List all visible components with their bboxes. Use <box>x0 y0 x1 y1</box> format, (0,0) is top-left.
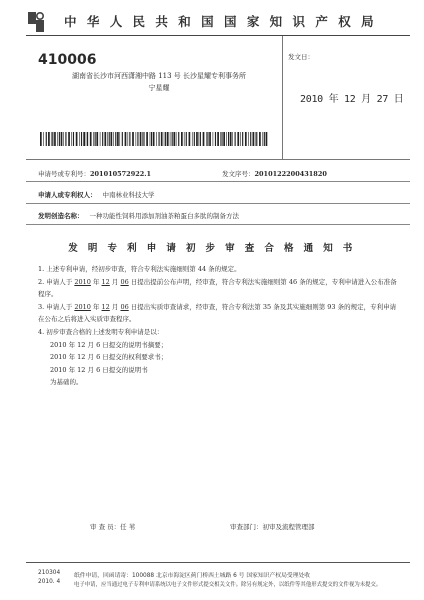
department-field <box>230 522 315 531</box>
paragraph-3: 3. 申请人于 2010 年 12 月 06 日提出实质审查请求，经审查，符合专利法第 35 条及其实施细则第 93 条的规定，专利申请在公布之后将进入实质审查程序。 <box>38 302 397 324</box>
footer-rule <box>26 562 410 563</box>
application-number-label: 申请号或专利号： <box>38 170 90 178</box>
invention-title-label: 发明创造名称： <box>38 212 84 220</box>
notice-title: 发 明 专 利 申 请 初 步 审 查 合 格 通 知 书 <box>68 243 356 254</box>
invention-title: 一种功能性饲料用添加剂油茶粕蛋白多肽的制备方法 <box>89 212 239 220</box>
send-date-label: 发文日： <box>288 53 314 61</box>
paragraph-1: 1. 上述专利申请，经初步审查，符合专利法实施细则第 44 条的规定。 <box>38 265 241 273</box>
basis-suffix: 为基础的。 <box>50 378 83 387</box>
cnipa-logo-icon <box>26 10 46 34</box>
applicant-field <box>38 190 155 199</box>
barcode-image <box>40 132 270 146</box>
invention-title-field <box>38 211 239 220</box>
addressee-name: 宁星耀 <box>148 84 170 92</box>
send-date: 2010 年 12 月 27 日 <box>300 94 404 105</box>
postcode: 410006 <box>38 52 97 68</box>
serial-number-label: 发文序号： <box>222 170 255 178</box>
serial-number: 2010122200431820 <box>254 170 327 178</box>
basis-item: 2010 年 12 月 6 日提交的权利要求书； <box>50 353 168 362</box>
paragraph-2: 2. 申请人于 2010 年 12 月 06 日提出提前公布声明，经审查，符合专利法实施细则第 46 条的规定，专利申请进入公布准备程序。 <box>38 277 397 299</box>
basis-item: 2010 年 12 月 6 日提交的说明书 <box>50 365 148 374</box>
addressee-address <box>38 70 280 94</box>
department-label: 审查部门： <box>230 523 263 531</box>
application-number: 201010572922.1 <box>90 170 152 178</box>
application-number-field <box>38 169 151 178</box>
address-rule <box>26 159 410 160</box>
footer-line-2: 电子申请，应当通过电子专利申请系统以电子文件形式提交相关文件。除另有规定外，以纸件等其他形式提交的文件视为未提交。 <box>74 582 382 588</box>
footer-line-1: 纸件申请，回函请寄：100088 北京市海淀区蓟门桥西土城路 6 号 国家知识产权局受理处收 <box>74 573 311 579</box>
field-rule <box>26 224 410 225</box>
basis-item: 2010 年 12 月 6 日提交的说明书摘要； <box>50 340 168 349</box>
header-rule <box>26 35 410 36</box>
examiner-label: 审 查 员： <box>90 523 121 531</box>
field-rule <box>26 203 410 204</box>
header-divider <box>282 36 283 159</box>
examiner: 任 苇 <box>120 523 136 531</box>
office-name: 中 华 人 民 共 和 国 国 家 知 识 产 权 局 <box>64 14 377 29</box>
applicant: 中南林业科技大学 <box>102 191 155 199</box>
field-rule <box>26 181 410 182</box>
notice-body <box>38 263 398 389</box>
form-date: 2010. 4 <box>38 579 61 585</box>
paragraph-4: 4. 初步审查合格的上述发明专利申请是以： <box>38 327 164 336</box>
form-code: 210304 <box>38 570 61 576</box>
address-line: 湖南省长沙市河西潇湘中路 113 号 长沙星耀专利事务所 <box>71 72 247 80</box>
serial-number-field <box>222 169 327 178</box>
applicant-label: 申请人或专利权人： <box>38 191 97 199</box>
department: 初审及流程管理部 <box>262 523 315 531</box>
examiner-field <box>90 522 135 531</box>
